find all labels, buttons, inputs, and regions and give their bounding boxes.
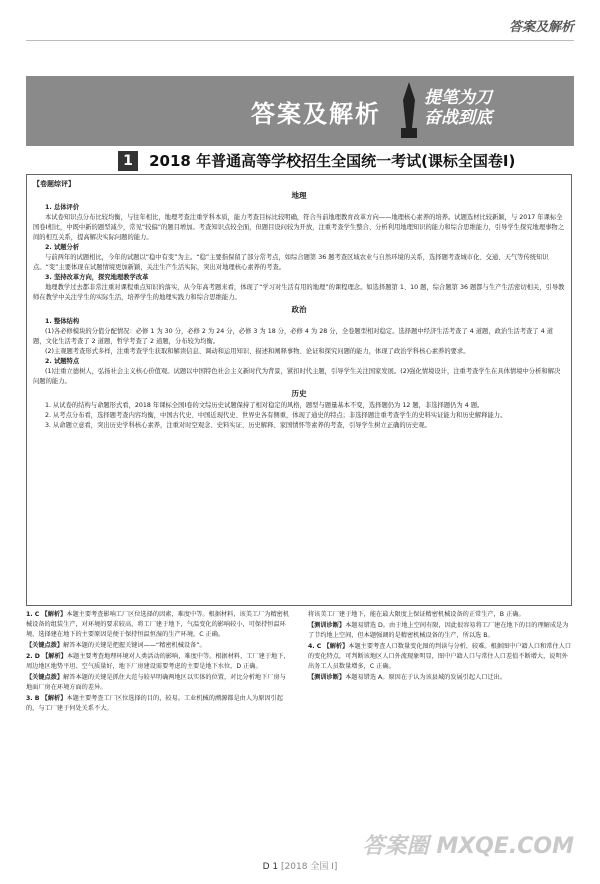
test-tip-label: 【测训诊断】 [308, 674, 346, 681]
his-para-2: 2. 从考点分布看，选择题考查内容均衡，中国古代史、中国近现代史、世界史各有侧重，体现了通史的特点；非选择题注重考查学生的史料实证能力和历史解释能力。 [45, 412, 507, 419]
pol-heading-2: 2. 试题特点 [45, 358, 80, 365]
answer-item [26, 694, 292, 714]
geo-title: 地理 [291, 191, 307, 200]
exam-number: 1 [118, 151, 138, 171]
pol-para-1: (1)各必修模块的分值分配情况：必修 1 为 30 分，必修 2 为 24 分，必修 3 为 18 分，必修 4 为 28 分，全卷题型相对稳定。选择题中经济生活考查了 4 道题，政治生活考查了 4 道题，文化生活考查了 2 道题，哲学考查了 2 道题，分布较为均衡。 [33, 328, 554, 345]
test-tip-text: 本题易错选 D。由于地上空间有限，因此很容易将工厂建在地下的目的理解成是为了节约地上空间，但本题强调的是精密机械设备的生产，所以选 B。 [308, 622, 569, 639]
key-tip-label: 【关键点拨】 [26, 642, 64, 649]
pol-title: 政治 [291, 305, 307, 314]
key-tip [26, 641, 292, 651]
pol-heading-1: 1. 整体结构 [45, 318, 80, 325]
answer-item [308, 642, 574, 672]
his-title: 历史 [291, 389, 307, 398]
banner-title: 答案及解析 [251, 100, 381, 128]
answer-item [26, 652, 292, 672]
answer-head: 4. C 【解析】 [308, 643, 349, 650]
geo-para-2: 与前两年的试题相比，今年的试题以“稳中有变”为主。“稳”主要指保留了部分常考点，如综合题第 36 题考查区域农业与自然环境的关系，选择题考查城市化、交通、天气等传统知识点。“变”主要体现在试题情境更加新颖，关注生产生活实际，突出对地理核心素养的考查。 [33, 254, 549, 271]
his-para-1: 1. 从试卷的结构与命题形式看，2018 年课标全国Ⅰ卷的文综历史试题保持了相对稳定的风格，题型与题量基本不变，选择题仍为 12 题，非选择题仍为 4 题。 [45, 402, 484, 409]
answer-columns [26, 610, 574, 850]
geo-para-3: 地理教学过去都非常注重对课程重点知识的落实，从今年高考题来看，体现了“学习对生活有用的地理”的课程理念。如选择题第 1、10 题，综合题第 36 题都与生产生活密切相关，引导教师在教学中关注学生的实际生活，培养学生的地理实践力和综合思维能力。 [33, 284, 565, 301]
key-tip-text: 解答本题的关键是把握关键词——“精密机械设备”。 [63, 642, 206, 649]
edition-label: [2018 全国 Ⅰ] [281, 862, 338, 872]
answer-head: 1. C 【解析】 [26, 611, 67, 618]
his-para-3: 3. 从命题立意看，突出历史学科核心素养，注重对时空观念、史料实证、历史解释、家国情怀等素养的考查，引导学生树立正确的历史观。 [45, 422, 431, 429]
watermark: 答案圈 MXQE.COM [362, 834, 574, 859]
key-tip-text: 解答本题的关键是抓住大范与较早明确两地区以实体的位置，对比分析地下厂房与地面厂房在环境方面的差异。 [26, 674, 286, 691]
slogan-line-1: 提笔为刀 [424, 88, 492, 108]
answer-head: 2. D 【解析】 [26, 653, 67, 660]
answer-body: 本题主要考查工厂区位选择的目的，较易。工业机械的溯源都是由人为原因引起的，与工厂建于何处关系不大。 [26, 695, 283, 712]
pen-icon [398, 82, 420, 140]
answer-body: 本题主要考查地理环境对人类活动的影响，难度中等。根据材料，工厂建于地下，周边地区地势平坦、空气质量好，地下厂房建设需要考虑的主要是地下水位，D 正确。 [26, 653, 290, 670]
review-box [26, 174, 572, 606]
key-tip [26, 673, 292, 693]
pol-para-2: (2)主观题考查形式多样，注重考查学生获取和解读信息、调动和运用知识、描述和阐释事物、论证和探究问题的能力，体现了政治学科核心素养的要求。 [45, 348, 470, 355]
header-rule [26, 40, 574, 41]
pol-para-3: (1)注重立德树人，弘扬社会主义核心价值观。试题以中国特色社会主义新时代为背景，紧扣时代主题，引导学生关注国家发展。(2)强化情境设计，注重考查学生在具体情境中分析和解决问题的能力。 [33, 368, 561, 385]
test-tip-text: 本题易错选 A。原因在于认为该县城的发展引起人口迁出。 [345, 674, 507, 681]
page-number: D 1 [262, 862, 279, 872]
page-footer [0, 859, 600, 872]
geo-heading-2: 2. 试题分析 [45, 244, 80, 251]
answer-body: 本题主要考查影响工厂区位选择的因素，难度中等。根据材料，该美工厂为精密机械设备的组装生产，对环境的要求较高，将工厂建于地下，气温变化的影响较小，可保持恒温环境，选择建在地下的主要原因是便于保持恒温恒湿的生产环境，C 正确。 [26, 611, 290, 638]
answer-column-left [26, 610, 292, 850]
banner-slogan [424, 88, 554, 128]
answer-column-right [308, 610, 574, 850]
exam-title [118, 150, 515, 172]
geo-heading-1: 1. 总体评价 [45, 204, 80, 211]
test-tip [308, 673, 574, 683]
test-tip [308, 621, 574, 641]
answer-head: 3. B 【解析】 [26, 695, 67, 702]
geo-para-1: 本试卷知识点分布比较均衡，与往年相比，地理考查注重学科本质，能力考查目标比较明确，符合当前地理教育改革方向——地理核心素养的培养。试题选材比较新颖，与 2017 年课标全国卷Ⅰ相比，中既中新的题型减少，常见“较偏”的题目增加。考查知识点较全面，但题目设问较为开放，注重考查学生整合、分析利用地理知识的能力和综合思维能力，引导学生探究地理事物之间的相互关系，提高解决实际问题的能力。 [33, 214, 565, 241]
slogan-line-2: 奋战到底 [424, 108, 492, 128]
geo-heading-3: 3. 坚持改革方向，探究地理教学改革 [45, 274, 149, 281]
page-header [0, 16, 600, 38]
answer-body: 本题主要考查人口数量变化图的判读与分析，较难。根据图中户籍人口和常住人口的变化特点，可判断该地区人口外流现象明显，图中户籍人口与常住人口差值不断增大，说明外出务工人员数量增多，C 正确。 [308, 643, 572, 670]
section-banner [26, 76, 574, 146]
test-tip-label: 【测训诊断】 [308, 622, 346, 629]
answer-item: 将该美工厂建于地下，能在最大限度上保证精密机械设备的正常生产，B 正确。 [308, 611, 525, 618]
header-section-title: 答案及解析 [508, 20, 574, 35]
answer-item [26, 610, 292, 640]
exam-title-text: 2018 年普通高等学校招生全国统一考试(课标全国卷Ⅰ) [149, 152, 516, 170]
key-tip-label: 【关键点拨】 [26, 674, 64, 681]
review-tag: 【卷题综评】 [33, 180, 75, 188]
